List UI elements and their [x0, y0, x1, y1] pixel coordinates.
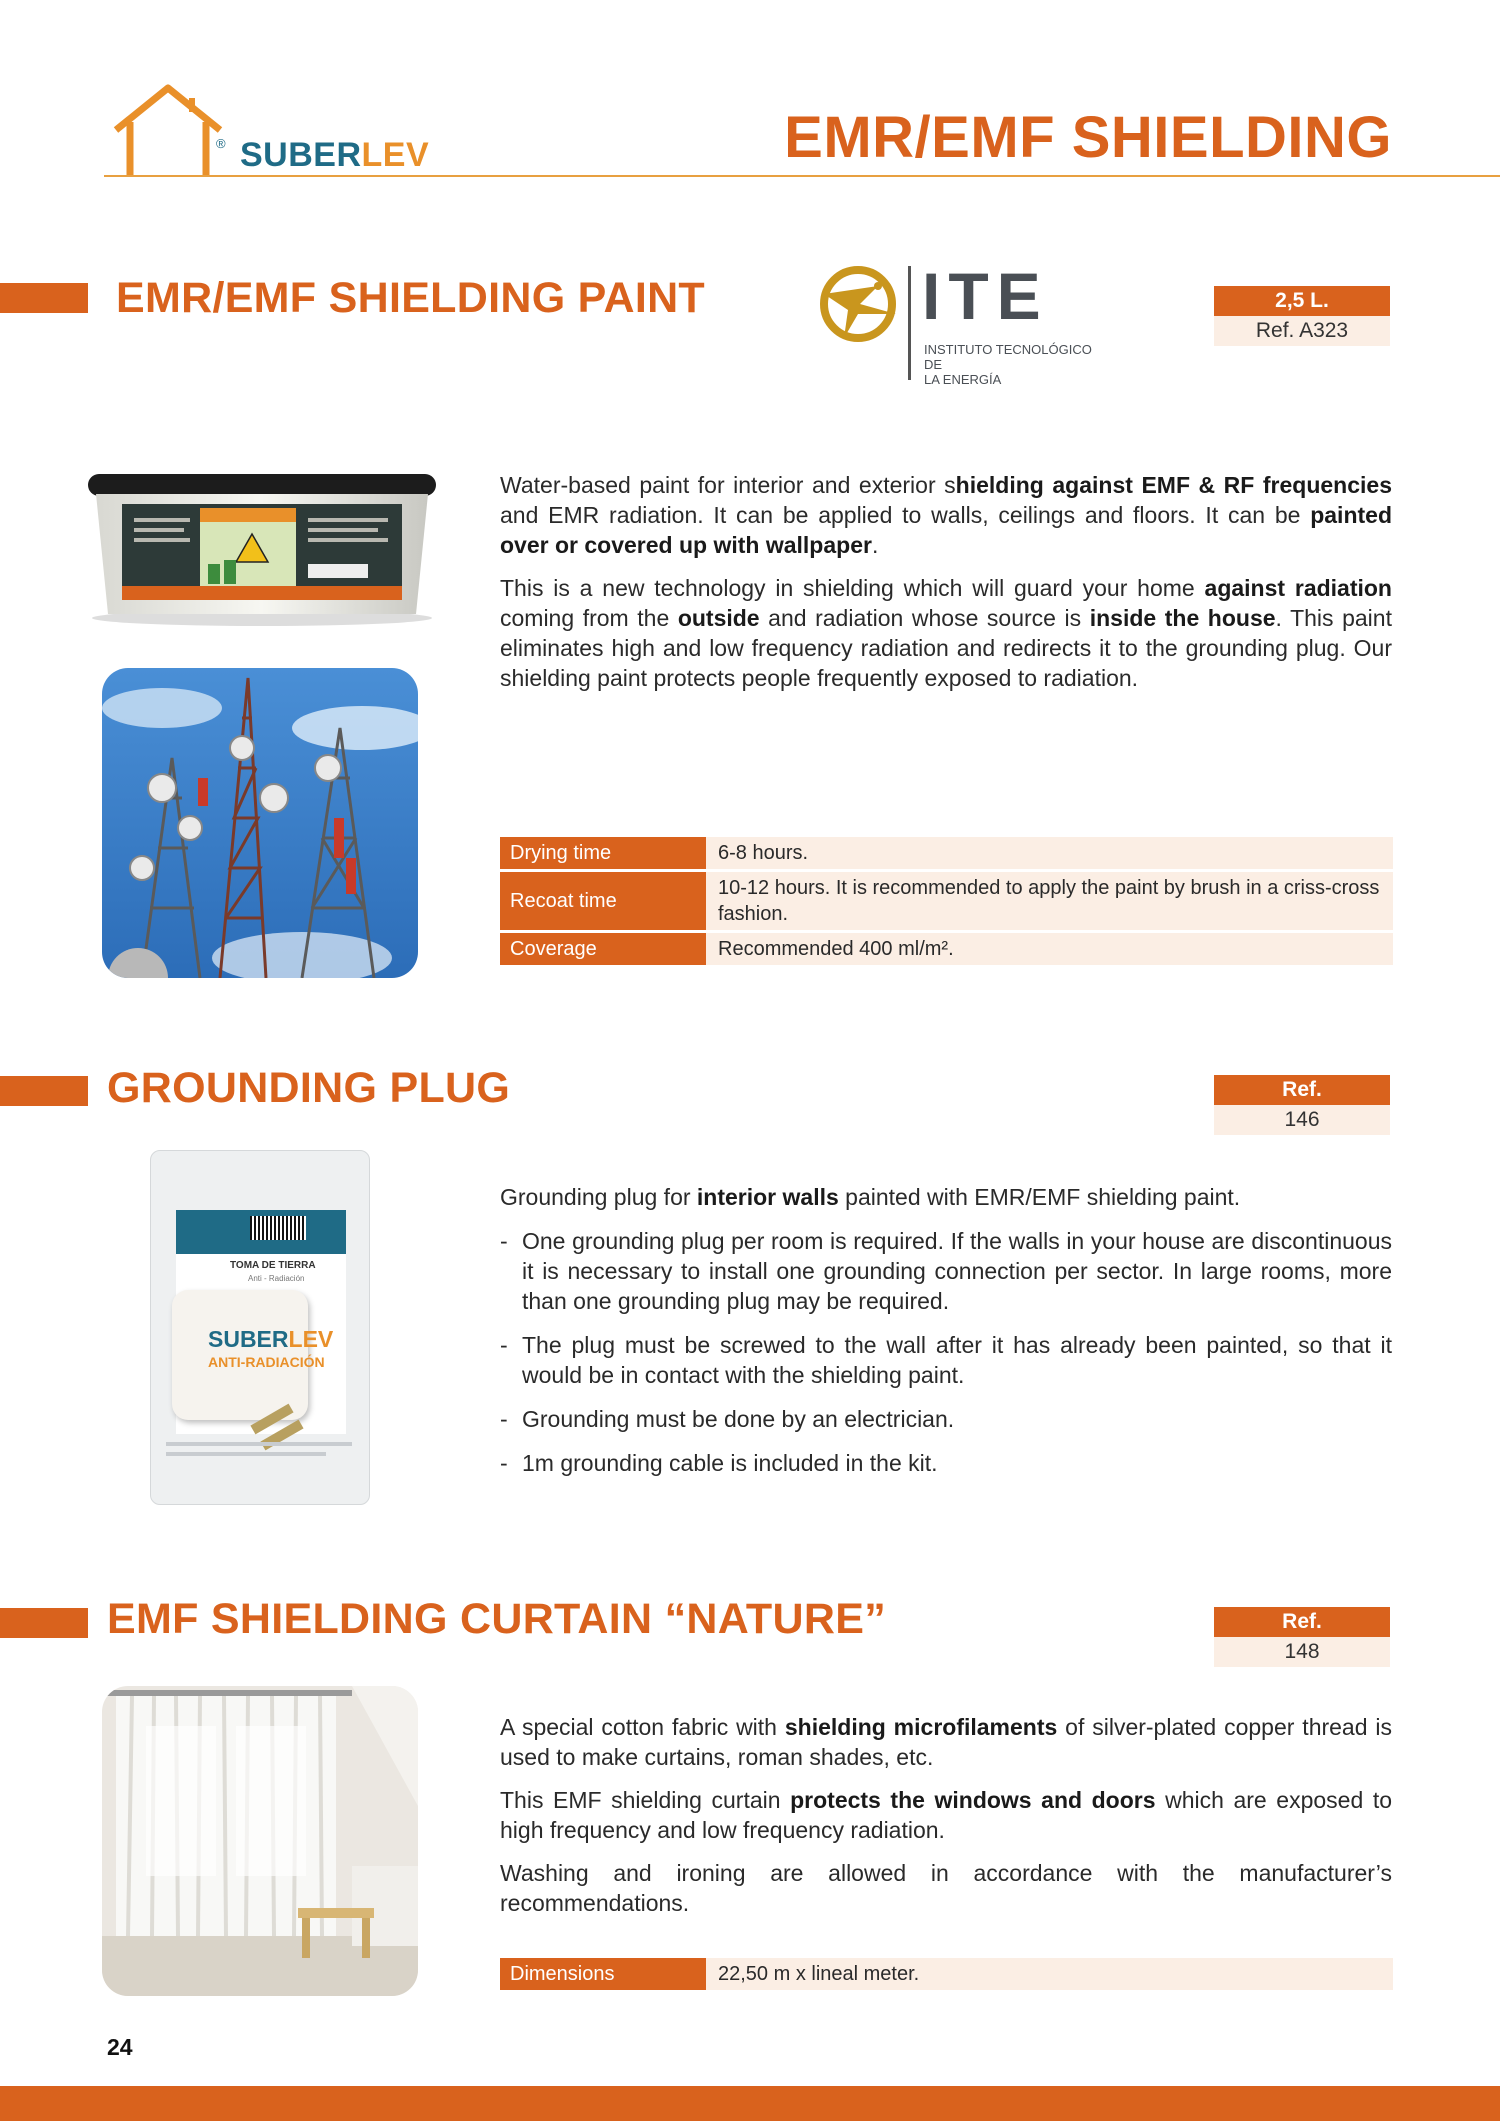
paint-text-run: coming from the: [500, 605, 678, 631]
grounding-text-run: painted with EMR/EMF shielding paint.: [838, 1184, 1241, 1210]
grounding-text-bold-run: interior walls: [696, 1184, 839, 1210]
house-logo-icon: [112, 84, 232, 178]
spec-value: Recommended 400 ml/m².: [706, 933, 1393, 965]
package-text-line: [166, 1452, 326, 1456]
barcode-icon: [250, 1216, 306, 1240]
certifier-subtitle-line2: LA ENERGÍA: [924, 372, 1002, 387]
product-tag-head: Ref.: [1214, 1075, 1390, 1105]
curtain-text-run: of silver-plated copper thread is used to make curtains, roman shades, etc.: [500, 1714, 1393, 1770]
package-brand-lev: LEV: [288, 1326, 334, 1352]
spec-label: Recoat time: [500, 872, 706, 930]
product-tag-head: Ref.: [1214, 1607, 1390, 1637]
paint-description-p2: [500, 573, 1392, 693]
paint-text-bold-run: inside the house: [1089, 605, 1276, 631]
section-marker: [0, 283, 88, 313]
section-title-grounding: GROUNDING PLUG: [107, 1064, 511, 1112]
section-title-paint: EMR/EMF SHIELDING PAINT: [116, 274, 705, 322]
paint-bucket-illustration: [82, 468, 442, 628]
package-product: ANTI-RADIACIÓN: [208, 1354, 325, 1370]
spec-label: Dimensions: [500, 1958, 706, 1990]
curtain-text-run: which are exposed to high frequency and low frequency radiation.: [500, 1787, 1392, 1843]
product-tag-ref: Ref. A323: [1214, 316, 1390, 346]
grounding-bullet-item: - The plug must be screwed to the wall after it has already been painted, so that it would be in contact with the shielding paint.: [500, 1330, 1392, 1390]
registered-mark: ®: [216, 136, 226, 151]
product-tag-curtain: [1214, 1607, 1390, 1667]
curtain-description-p2: [500, 1785, 1392, 1845]
curtain-room-illustration: [102, 1686, 418, 1996]
curtain-description: [500, 1712, 1392, 1918]
product-tag-paint: [1214, 286, 1390, 346]
spec-value: 6-8 hours.: [706, 837, 1393, 869]
paint-description: [500, 470, 1392, 693]
section-marker: [0, 1076, 88, 1106]
paint-description-p1: [500, 470, 1392, 560]
grounding-bullet-item: - 1m grounding cable is included in the kit.: [500, 1448, 1392, 1478]
spec-row: [500, 933, 1393, 965]
grounding-plug-image: [150, 1150, 370, 1505]
eagle-emblem-icon: [818, 264, 906, 352]
package-brand: [208, 1326, 333, 1353]
paint-text-run: This is a new technology in shielding which will guard your home: [500, 575, 1205, 601]
spec-value: 22,50 m x lineal meter.: [706, 1958, 1393, 1990]
curtain-text-bold-run: shielding microfilaments: [784, 1714, 1058, 1740]
brand-logo: [112, 84, 232, 178]
grounding-text-run: Grounding plug for: [500, 1184, 697, 1210]
antenna-tower-illustration: [102, 668, 418, 978]
brand-name-lev: LEV: [361, 136, 430, 174]
curtain-description-p1: [500, 1712, 1392, 1772]
grounding-description: [500, 1182, 1392, 1478]
paint-text-bold-run: hielding against EMF & RF frequencies: [955, 472, 1392, 498]
paint-text-run: .: [871, 532, 879, 558]
grounding-intro: [500, 1182, 1392, 1212]
spec-label: Drying time: [500, 837, 706, 869]
paint-text-run: and radiation whose source is: [759, 605, 1090, 631]
antenna-tower-photo: [102, 668, 418, 978]
spec-value: 10-12 hours. It is recommended to apply the paint by brush in a criss-cross fashion.: [706, 872, 1393, 930]
certifier-divider: [908, 266, 911, 380]
curtain-text-run: Washing and ironing are allowed in accordance with the manufacturer’s recommendations.: [500, 1860, 1392, 1916]
paint-text-bold-run: outside: [677, 605, 760, 631]
certifier-subtitle: [924, 342, 1098, 387]
grounding-bullet-item: - Grounding must be done by an electrician.: [500, 1404, 1392, 1434]
curtain-text-bold-run: protects the windows and doors: [790, 1787, 1156, 1813]
curtain-spec-table: [500, 1955, 1393, 1993]
paint-text-run: Water-based paint for interior and exterior s: [500, 472, 956, 498]
curtain-text-run: A special cotton fabric with: [500, 1714, 785, 1740]
paint-spec-table: [500, 834, 1393, 968]
package-text-line: [166, 1442, 352, 1446]
brand-name-suber: SUBER: [240, 136, 362, 174]
curtain-description-p3: [500, 1858, 1392, 1918]
paint-text-bold-run: against radiation: [1204, 575, 1392, 601]
paint-text-run: . This paint eliminates high and low frequency radiation and redirects it to the grounding plug. Our shielding paint protects people frequently exposed to radiation.: [500, 605, 1392, 691]
grounding-bullet-item: - One grounding plug per room is required. If the walls in your house are discontinuous it is necessary to install one grounding connection per sector. In large rooms, more than one grounding plug may be required.: [500, 1226, 1392, 1316]
package-brand-suber: SUBER: [208, 1326, 289, 1352]
section-marker: [0, 1608, 88, 1638]
brand-name: [240, 136, 429, 175]
paint-text-run: and EMR radiation. It can be applied to walls, ceilings and floors. It can be: [500, 502, 1311, 528]
curtain-text-run: This EMF shielding curtain: [500, 1787, 791, 1813]
curtain-room-photo: [102, 1686, 418, 1996]
paint-bucket-image: [82, 468, 442, 628]
certifier-logo: [818, 259, 1098, 387]
page-title: EMR/EMF SHIELDING: [784, 105, 1392, 170]
package-label: TOMA DE TIERRA: [230, 1260, 316, 1271]
spec-row: [500, 837, 1393, 869]
product-tag-ref: 146: [1214, 1105, 1390, 1135]
section-title-curtain: EMF SHIELDING CURTAIN “NATURE”: [107, 1595, 886, 1643]
certifier-subtitle-line1: INSTITUTO TECNOLÓGICO DE: [924, 342, 1092, 372]
footer-bar: [0, 2086, 1500, 2121]
product-tag-grounding: [1214, 1075, 1390, 1135]
package-sublabel: Anti - Radiación: [248, 1274, 305, 1283]
paint-text-bold-run: painted over or covered up with wallpaper: [500, 502, 1392, 558]
product-tag-ref: 148: [1214, 1637, 1390, 1667]
spec-row: [500, 872, 1393, 930]
header-divider: [104, 175, 1500, 177]
page-number: 24: [107, 2034, 133, 2060]
product-tag-head: 2,5 L.: [1214, 286, 1390, 316]
spec-label: Coverage: [500, 933, 706, 965]
grounding-bullet-list: [500, 1226, 1392, 1478]
spec-row: [500, 1958, 1393, 1990]
certifier-name: ITE: [922, 259, 1049, 333]
